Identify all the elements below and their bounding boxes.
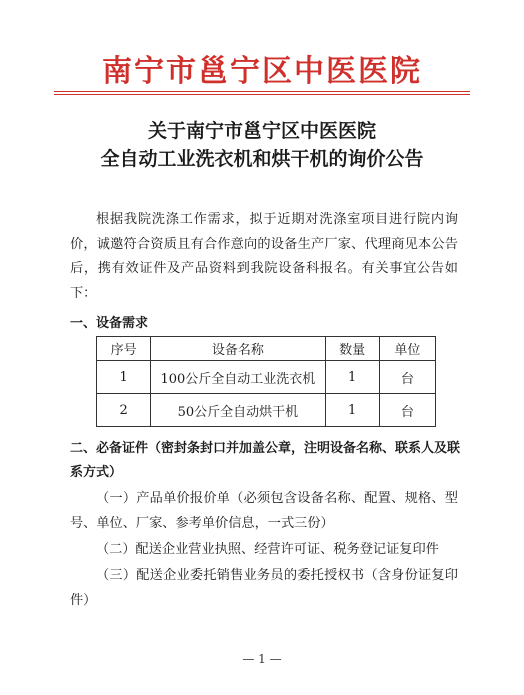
table-header-cell: 序号 (97, 337, 151, 361)
equipment-table (96, 336, 436, 427)
notice-title-line2: 全自动工业洗衣机和烘干机的询价公告 (100, 148, 424, 170)
letterhead-rule-thin (54, 94, 470, 95)
table-cell: 1 (325, 394, 379, 427)
table-cell: 50公斤全自动烘干机 (151, 394, 325, 427)
letterhead-rule-thick (54, 91, 470, 92)
table-header-cell: 单位 (379, 337, 435, 361)
table-header-cell: 设备名称 (151, 337, 325, 361)
table-header-row (97, 337, 436, 361)
section2-heading: 二、必备证件（密封条封口并加盖公章，注明设备名称、联系人及联系方式） (70, 441, 461, 480)
requirement-item-1: （一）产品单价报价单（必须包含设备名称、配置、规格、型号、单位、厂家、参考单价信息，一式三份） (70, 491, 458, 531)
table-row (97, 394, 436, 427)
table-header-cell: 数量 (325, 337, 379, 361)
section1-heading: 一、设备需求 (70, 316, 149, 331)
table-row (97, 361, 436, 394)
intro-paragraph: 根据我院洗涤工作需求，拟于近期对洗涤室项目进行院内询价，诚邀符合资质且有合作意向的设备生产厂家、代理商见本公告后，携有效证件及产品资料到我院设备科报名。有关事宜公告如下： (70, 212, 458, 301)
notice-title-line1: 关于南宁市邕宁区中医医院 (147, 120, 376, 142)
table-cell: 台 (379, 361, 435, 394)
table-cell: 1 (97, 361, 151, 394)
letterhead-org-name: 南宁市邕宁区中医医院 (102, 54, 422, 89)
requirement-item-3: （三）配送企业委托销售业务员的委托授权书（含身份证复印件） (70, 568, 458, 608)
requirement-item-2: （二）配送企业营业执照、经营许可证、税务登记证复印件 (96, 542, 439, 557)
table-cell: 100公斤全自动工业洗衣机 (151, 361, 325, 394)
table-cell: 2 (97, 394, 151, 427)
table-cell: 台 (379, 394, 435, 427)
table-cell: 1 (325, 361, 379, 394)
page-number: — 1 — (242, 652, 282, 666)
